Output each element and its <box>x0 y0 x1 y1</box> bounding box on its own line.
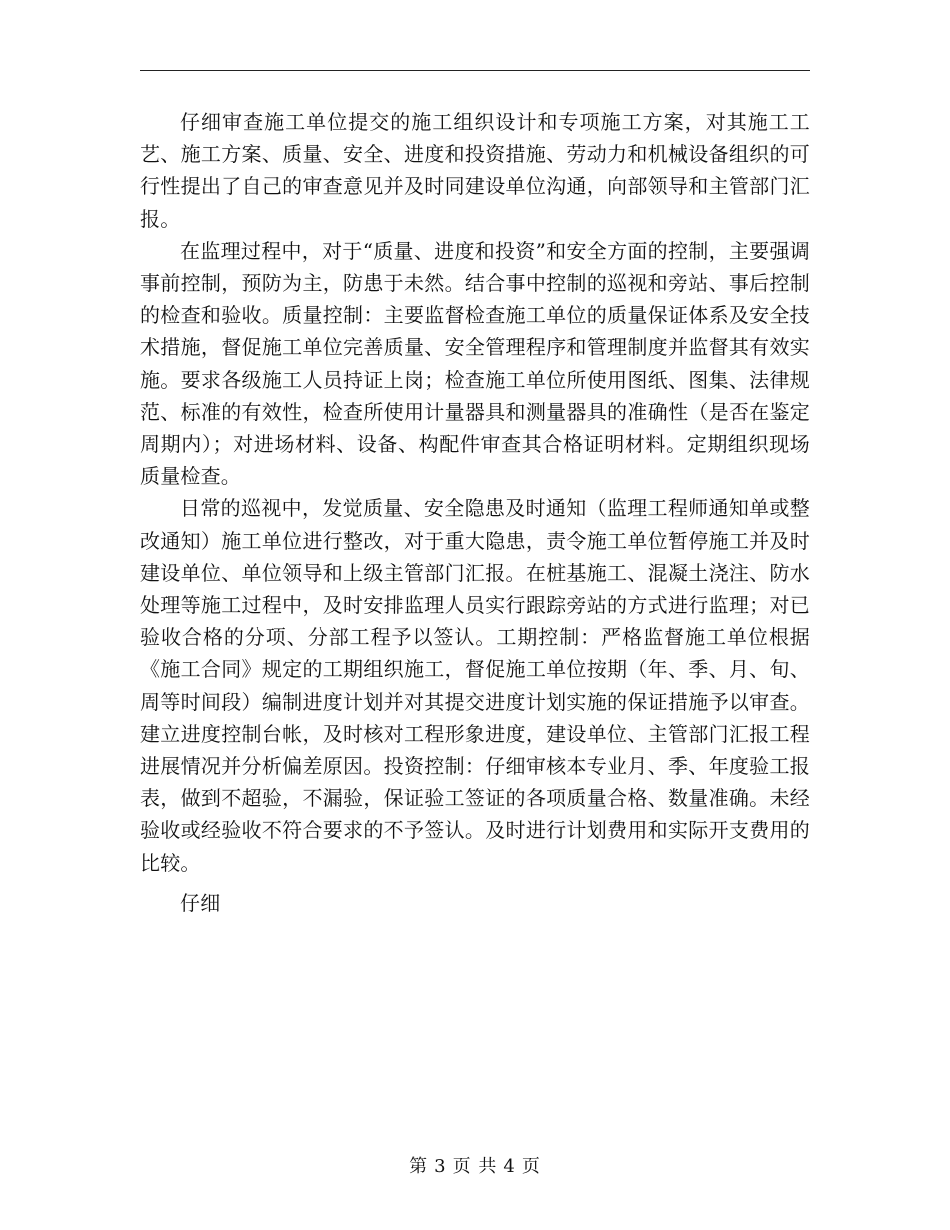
paragraph-control-process: 在监理过程中，对于“质量、进度和投资”和安全方面的控制，主要强调事前控制，预防为主，防患于未然。结合事中控制的巡视和旁站、事后控制的检查和验收。质量控制：主要监督检查施工单位的质量保证体系及安全技术措施，督促施工单位完善质量、安全管理程序和管理制度并监督其有效实施。要求各级施工人员持证上岗；检查施工单位所使用图纸、图集、法律规范、标准的有效性，检查所使用计量器具和测量器具的准确性（是否在鉴定周期内）；对进场材料、设备、构配件审查其合格证明材料。定期组织现场质量检查。 <box>140 238 810 489</box>
footer-label-middle: 页 共 <box>452 1156 498 1177</box>
header-rule <box>140 70 810 71</box>
paragraph-continuation: 仔细 <box>180 890 221 915</box>
footer-total-pages: 4 <box>503 1156 516 1177</box>
page-footer <box>0 1152 950 1178</box>
document-body <box>140 106 810 919</box>
paragraph-daily-inspection: 日常的巡视中，发觉质量、安全隐患及时通知（监理工程师通知单或整改通知）施工单位进行整改，对于重大隐患，责令施工单位暂停施工并及时建设单位、单位领导和上级主管部门汇报。在桩基施工、混凝土浇注、防水处理等施工过程中，及时安排监理人员实行跟踪旁站的方式进行监理；对已验收合格的分项、分部工程予以签认。工期控制：严格监督施工单位根据《施工合同》规定的工期组织施工，督促施工单位按期（年、季、月、旬、周等时间段）编制进度计划并对其提交进度计划实施的保证措施予以审查。建立进度控制台帐，及时核对工程形象进度，建设单位、主管部门汇报工程进展情况并分析偏差原因。投资控制：仔细审核本专业月、季、年度验工报表，做到不超验，不漏验，保证验工签证的各项质量合格、数量准确。未经验收或经验收不符合要求的不予签认。及时进行计划费用和实际开支费用的比较。 <box>140 496 810 875</box>
footer-label-prefix: 第 <box>409 1156 429 1177</box>
footer-label-suffix: 页 <box>521 1156 541 1177</box>
paragraph-plan-review: 仔细审查施工单位提交的施工组织设计和专项施工方案，对其施工工艺、施工方案、质量、安全、进度和投资措施、劳动力和机械设备组织的可行性提出了自己的审查意见并及时同建设单位沟通，向部领导和主管部门汇报。 <box>140 110 810 231</box>
footer-current-page: 3 <box>434 1156 447 1177</box>
